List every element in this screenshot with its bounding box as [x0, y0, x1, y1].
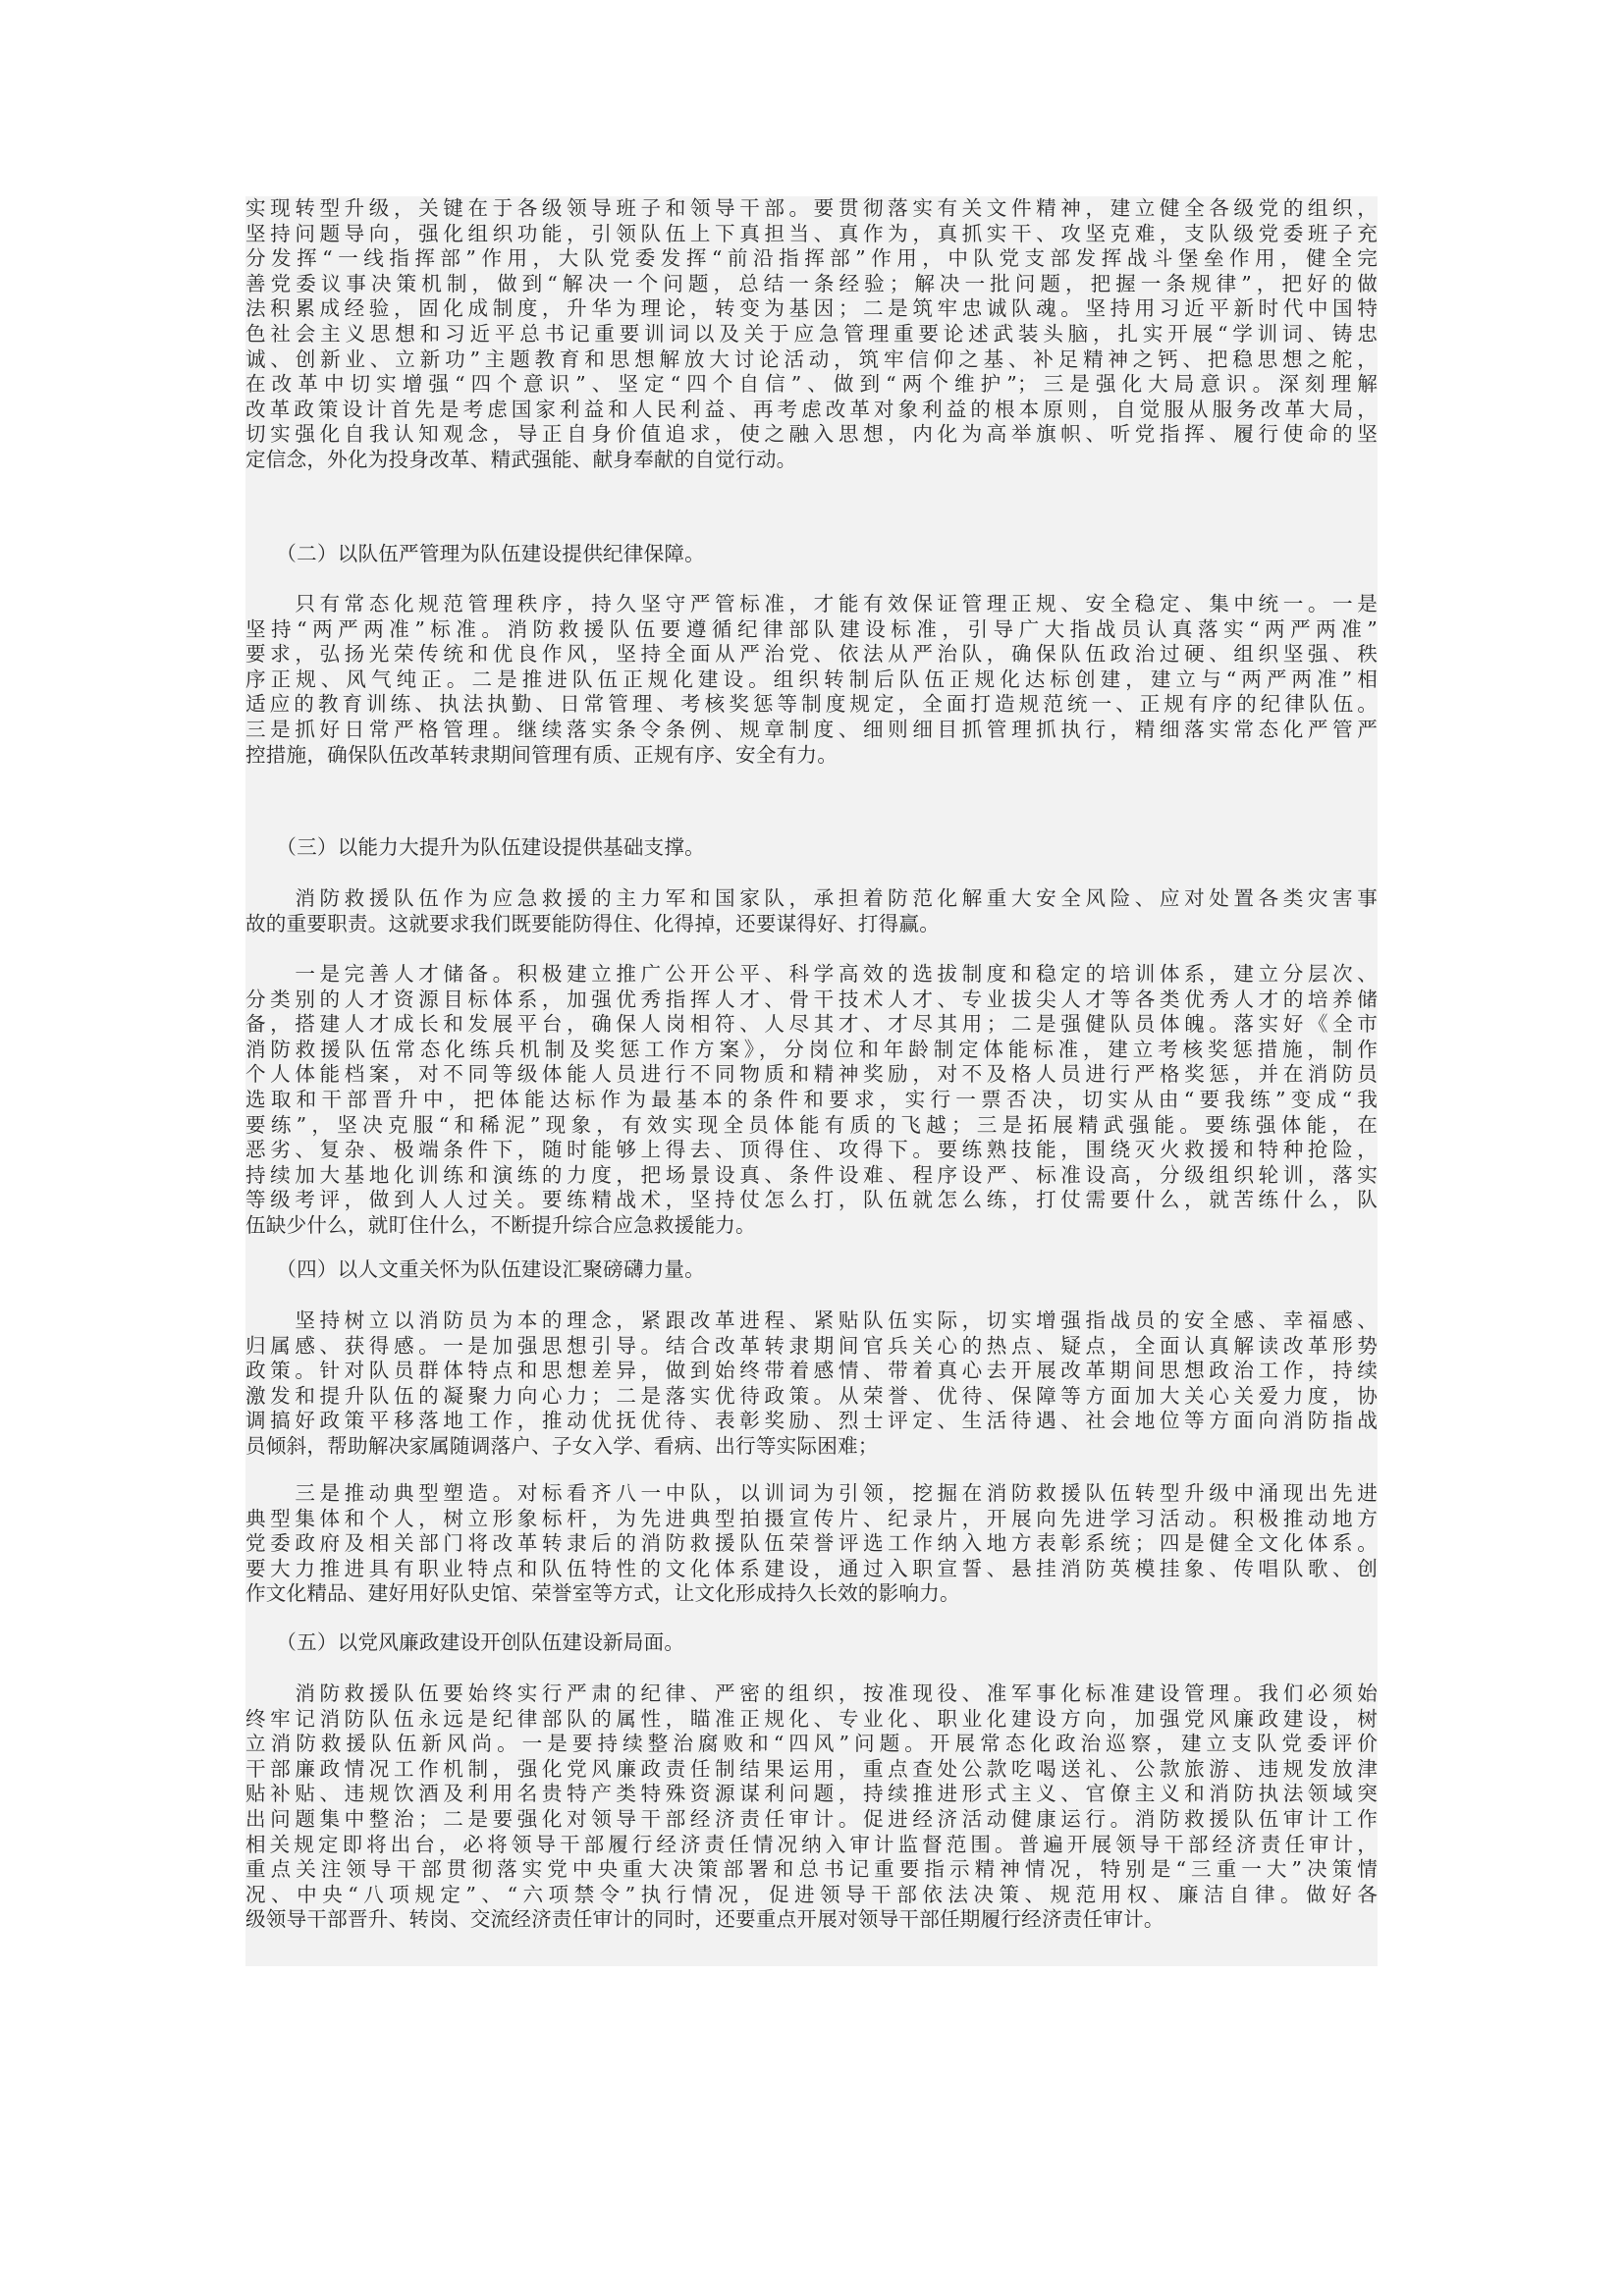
body-paragraph [245, 1308, 1378, 1460]
body-paragraph [245, 196, 1378, 473]
text-line: 等级考评，做到人人过关。要练精战术，坚持仗怎么打，队伍就怎么练，打仗需要什么，就苦练什么，队 [245, 1188, 1378, 1212]
text-line: 激发和提升队伍的凝聚力向心力；二是落实优待政策。从荣誉、优待、保障等方面加大关心关爱力度，协 [245, 1383, 1378, 1408]
text-line: 要求，弘扬光荣传统和优良作风，坚持全面从严治党、依法从严治队，确保队伍政治过硬、组织坚强、秩 [245, 642, 1378, 667]
text-line: 要大力推进具有职业特点和队伍特性的文化体系建设，通过入职宣誓、悬挂消防英模挂象、传唱队歌、创 [245, 1556, 1378, 1580]
text-line: 归属感、获得感。一是加强思想引导。结合改革转隶期间官兵关心的热点、疑点，全面认真解读改革形势 [245, 1333, 1378, 1358]
text-line: （三）以能力大提升为队伍建设提供基础支撑。 [245, 835, 705, 859]
text-line: 个人体能档案，对不同等级体能人员进行不同物质和精神奖励，对不及格人员进行严格奖惩，并在消防员 [245, 1062, 1378, 1087]
text-line: 政策。针对队员群体特点和思想差异，做到始终带着感情、带着真心去开展改革期间思想政治工作，持续 [245, 1359, 1378, 1383]
text-line: 党委政府及相关部门将改革转隶后的消防救援队伍荣誉评选工作纳入地方表彰系统；四是健全文化体系。 [245, 1531, 1378, 1556]
text-line: 重点关注领导干部贯彻落实党中央重大决策部署和总书记重要指示精神情况，特别是“三重一大”决策情 [245, 1857, 1378, 1882]
text-line: 伍缺少什么，就盯住什么，不断提升综合应急救援能力。 [245, 1212, 756, 1237]
text-line: 控措施，确保队伍改革转隶期间管理有质、正规有序、安全有力。 [245, 742, 839, 767]
text-line: 作文化精品、建好用好队史馆、荣誉室等方式，让文化形成持久长效的影响力。 [245, 1581, 960, 1606]
text-line: 要练”，坚决克服“和稀泥”现象，有效实现全员体能有质的飞越；三是拓展精武强能。要练强体能，在 [245, 1112, 1378, 1137]
body-paragraph [245, 592, 1378, 768]
text-line: 在改革中切实增强“四个意识”、坚定“四个自信”、做到“两个维护”；三是强化大局意识。深刻理解 [245, 372, 1378, 397]
section-heading [245, 1630, 1378, 1656]
text-line: 三是推动典型塑造。对标看齐八一中队，以训词为引领，挖掘在消防救援队伍转型升级中涌现出先进 [245, 1481, 1378, 1505]
text-line: 实现转型升级，关键在于各级领导班子和领导干部。要贯彻落实有关文件精神，建立健全各级党的组织， [245, 196, 1378, 220]
text-line: 员倾斜，帮助解决家属随调落户、子女入学、看病、出行等实际困难； [245, 1433, 879, 1458]
text-line: 备，搭建人才成长和发展平台，确保人岗相符、人尽其才、才尽其用；二是强健队员体魄。落实好《全市 [245, 1012, 1378, 1037]
text-line: 只有常态化规范管理秩序，持久坚守严管标准，才能有效保证管理正规、安全稳定、集中统一。一是 [245, 592, 1378, 615]
text-line: 序正规、风气纯正。二是推进队伍正规化建设。组织转制后队伍正规化达标创建，建立与“两严两准”相 [245, 667, 1378, 691]
text-line: 诚、创新业、立新功”主题教育和思想解放大讨论活动，筑牢信仰之基、补足精神之钙、把稳思想之舵， [245, 347, 1378, 371]
text-line: 消防救援队伍要始终实行严肃的纪律、严密的组织，按准现役、准军事化标准建设管理。我们必须始 [245, 1682, 1378, 1705]
text-line: 分类别的人才资源目标体系，加强优秀指挥人才、骨干技术人才、专业拔尖人才等各类优秀人才的培养储 [245, 987, 1378, 1011]
text-line: 善党委议事决策机制，做到“解决一个问题，总结一条经验；解决一批问题，把握一条规律”，把好的做 [245, 271, 1378, 295]
text-line: 选取和干部晋升中，把体能达标作为最基本的条件和要求，实行一票否决，切实从由“要我练”变成“我 [245, 1087, 1378, 1111]
text-line: 终牢记消防队伍永远是纪律部队的属性，瞄准正规化、专业化、职业化建设方向，加强党风廉政建设，树 [245, 1706, 1378, 1731]
text-line: 色社会主义思想和习近平总书记重要训词以及关于应急管理重要论述武装头脑，扎实开展“学训词、铸忠 [245, 321, 1378, 346]
text-line: （四）以人文重关怀为队伍建设汇聚磅礴力量。 [245, 1257, 705, 1281]
text-line: 调搞好政策平移落地工作，推动优抚优待、表彰奖励、烈士评定、生活待遇、社会地位等方面向消防指战 [245, 1409, 1378, 1433]
text-line: 立消防救援队伍新风尚。一是要持续整治腐败和“四风”问题。开展常态化政治巡察，建立支队党委评价 [245, 1732, 1378, 1756]
text-line: 典型集体和个人，树立形象标杆，为先进典型拍摄宣传片、纪录片，开展向先进学习活动。积极推动地方 [245, 1506, 1378, 1530]
text-line: 坚持“两严两准”标准。消防救援队伍要遵循纪律部队建设标准，引导广大指战员认真落实“两严两准” [245, 616, 1378, 641]
text-line: （二）以队伍严管理为队伍建设提供纪律保障。 [245, 542, 705, 565]
text-line: 相关规定即将出台，必将领导干部履行经济责任情况纳入审计监督范围。普遍开展领导干部经济责任审计， [245, 1832, 1378, 1856]
text-line: 三是抓好日常严格管理。继续落实条令条例、规章制度、细则细目抓管理抓执行，精细落实常态化严管严 [245, 717, 1378, 741]
text-line: 适应的教育训练、执法执勤、日常管理、考核奖惩等制度规定，全面打造规范统一、正规有序的纪律队伍。 [245, 692, 1378, 717]
body-paragraph [245, 886, 1378, 936]
text-line: 定信念，外化为投身改革、精武强能、献身奉献的自觉行动。 [245, 447, 797, 471]
text-line: 切实强化自我认知观念，导正自身价值追求，使之融入思想，内化为高举旗帜、听党指挥、履行使命的坚 [245, 422, 1378, 447]
text-line: 坚持问题导向，强化组织功能，引领队伍上下真担当、真作为，真抓实干、攻坚克难，支队级党委班子充 [245, 221, 1378, 245]
body-paragraph [245, 1682, 1378, 1933]
text-line: 级领导干部晋升、转岗、交流经济责任审计的同时，还要重点开展对领导干部任期履行经济责任审计。 [245, 1907, 1164, 1932]
text-line: 法积累成经验，固化成制度，升华为理论，转变为基因；二是筑牢忠诚队魂。坚持用习近平新时代中国特 [245, 296, 1378, 321]
body-paragraph [245, 962, 1378, 1239]
text-line: （五）以党风廉政建设开创队伍建设新局面。 [245, 1630, 685, 1654]
section-heading [245, 835, 1378, 861]
text-line: 消防救援队伍作为应急救援的主力军和国家队，承担着防范化解重大安全风险、应对处置各类灾害事 [245, 886, 1378, 910]
text-line: 出问题集中整治；二是要强化对领导干部经济责任审计。促进经济活动健康运行。消防救援队伍审计工作 [245, 1806, 1378, 1831]
text-line: 一是完善人才储备。积极建立推广公开公平、科学高效的选拔制度和稳定的培训体系，建立分层次、 [245, 962, 1378, 986]
text-line: 恶劣、复杂、极端条件下，随时能够上得去、顶得住、攻得下。要练熟技能，围绕灭火救援和特种抢险， [245, 1138, 1378, 1162]
body-paragraph [245, 1481, 1378, 1607]
text-line: 坚持树立以消防员为本的理念，紧跟改革进程、紧贴队伍实际，切实增强指战员的安全感、幸福感、 [245, 1308, 1378, 1332]
section-heading [245, 542, 1378, 567]
text-line: 干部廉政情况工作机制，强化党风廉政责任制结果运用，重点查处公款吃喝送礼、公款旅游、违规发放津 [245, 1756, 1378, 1781]
text-line: 持续加大基地化训练和演练的力度，把场景设真、条件设难、程序设严、标准设高，分级组织轮训，落实 [245, 1162, 1378, 1187]
text-line: 贴补贴、违规饮酒及利用名贵特产类特殊资源谋利问题，持续推进形式主义、官僚主义和消防执法领域突 [245, 1782, 1378, 1806]
text-line: 改革政策设计首先是考虑国家利益和人民利益、再考虑改革对象利益的根本原则，自觉服从服务改革大局， [245, 397, 1378, 421]
document-page [245, 196, 1378, 1966]
text-line: 分发挥“一线指挥部”作用，大队党委发挥“前沿指挥部”作用，中队党支部发挥战斗堡垒作用，健全完 [245, 246, 1378, 271]
text-line: 消防救援队伍常态化练兵机制及奖惩工作方案》，分岗位和年龄制定体能标准，建立考核奖惩措施，制作 [245, 1037, 1378, 1061]
text-line: 故的重要职责。这就要求我们既要能防得住、化得掉，还要谋得好、打得赢。 [245, 911, 940, 935]
section-heading [245, 1257, 1378, 1283]
text-line: 况、中央“八项规定”、“六项禁令”执行情况，促进领导干部依法决策、规范用权、廉洁自律。做好各 [245, 1882, 1378, 1906]
